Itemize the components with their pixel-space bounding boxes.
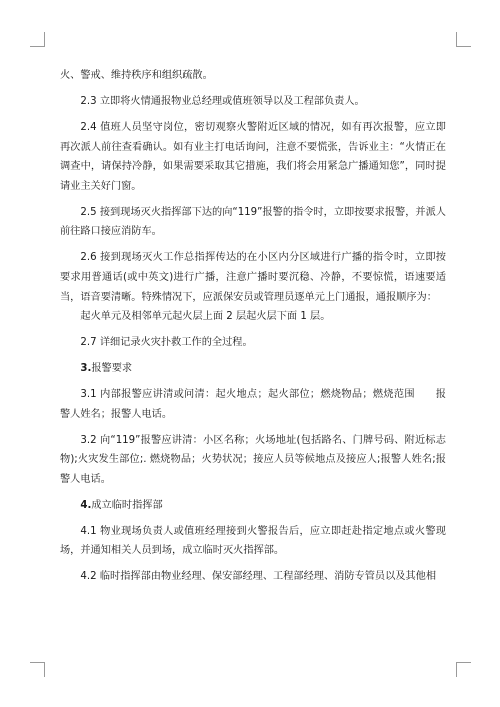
paragraph-4-2: 4.2 临时指挥部由物业经理、保安部经理、工程部经理、消防专管员以及其他相 (80, 571, 437, 583)
paragraph-3-2: 3.2 向“119”报警应讲清：小区名称；火场地址(包括路名、门牌号码、附近标志物);火灾发生部位;. 燃烧物品；火势状况；接应人员等候地点及接应人;报警人姓名;报警人电话。 (60, 434, 446, 485)
paragraph-4-1: 4.1 物业现场负责人或值班经理接到火警报告后，应立即赶赴指定地点或火警现场，并通知相关人员到场，成立临时灭火指挥部。 (60, 525, 446, 557)
section-number: 3. (80, 363, 92, 375)
crop-mark-top-left (30, 32, 45, 47)
paragraph-continuation: 火、警戒、维持秩序和组织疏散。 (60, 70, 213, 81)
paragraph-notify-order: 起火单元及相邻单元起火层上面 2 层起火层下面 1 层。 (80, 311, 331, 323)
paragraph-2-7: 2.7 详细记录火灾扑救工作的全过程。 (80, 337, 253, 349)
paragraph-2-5: 2.5 接到现场灭火指挥部下达的向“119”报警的指令时，立即按要求报警，并派人前往路口接应消防车。 (60, 206, 446, 238)
crop-mark-bottom-left (30, 662, 45, 677)
crop-mark-bottom-right (456, 662, 471, 677)
paragraph-2-6: 2.6 接到现场灭火工作总指挥传达的在小区内分区域进行广播的指令时，立即按要求用普通话(或中英文)进行广播，注意广播时要沉稳、冷静，不要惊慌，语速要适当，语音要清晰。特殊情况下，应派保安员或管理员逐单元上门通报，通报顺序为： (60, 252, 446, 303)
section-title: 报警要求 (91, 363, 133, 375)
paragraph-2-3: 2.3 立即将火情通报物业总经理或值班领导以及工程部负责人。 (80, 95, 365, 107)
section-heading-3 (60, 359, 446, 379)
section-heading-4 (60, 496, 446, 516)
paragraph-2-4: 2.4 值班人员坚守岗位，密切观察火警附近区域的情况，如有再次报警，应立即再次派人前往查看确认。如有业主打电话询问，注意不要慌张，告诉业主：“火情正在调查中，请保持冷静，如果需要采取其它措施，我们将会用紧急广播通知您”，同时提请业主关好门窗。 (60, 121, 446, 192)
crop-mark-top-right (456, 32, 471, 47)
section-number: 4. (80, 499, 92, 511)
document-body (60, 66, 446, 593)
paragraph-3-1: 3.1 内部报警应讲清或问清：起火地点；起火部位；燃烧物品；燃烧范围 报警人姓名；报警人电话。 (60, 389, 446, 420)
section-title: 成立临时指挥部 (91, 499, 163, 511)
